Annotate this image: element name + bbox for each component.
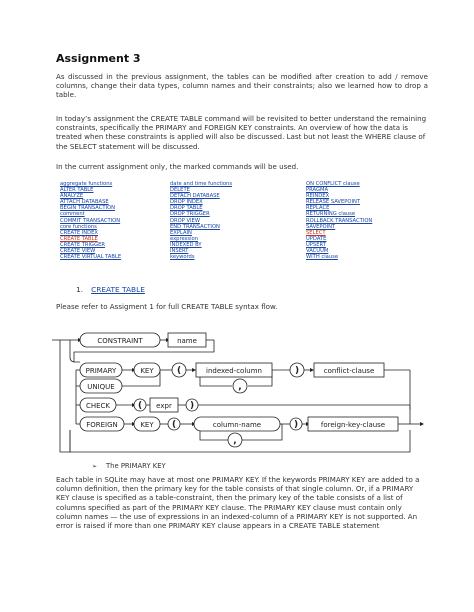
command-link[interactable]: INDEXED BY	[170, 241, 202, 248]
command-link[interactable]: ON CONFLICT clause	[306, 181, 360, 187]
foreign-close-paren-label: )	[293, 420, 299, 430]
command-link[interactable]: aggregate functions	[60, 181, 113, 187]
command-link[interactable]: CREATE TABLE	[60, 235, 98, 242]
intro-paragraph: As discussed in the previous assignment, the tables can be modified after creation to add / remove columns, change their data types, column names and their constraints; also we learned how to drop a table.	[56, 72, 428, 100]
command-link[interactable]: REINDEX	[306, 193, 330, 200]
command-link[interactable]: ROLLBACK TRANSACTION	[306, 217, 373, 224]
column-name-label: column-name	[212, 421, 262, 429]
name-label: name	[177, 337, 197, 345]
command-link[interactable]: comment	[60, 211, 85, 218]
command-link[interactable]: BEGIN TRANSACTION	[60, 205, 116, 212]
command-link[interactable]: SAVEPOINT	[306, 223, 336, 230]
command-link[interactable]: core functions	[60, 223, 97, 230]
marked-commands-note: In the current assignment only, the marked commands will be used.	[56, 162, 299, 171]
expr-label: expr	[156, 402, 172, 410]
diagram-nodes	[80, 333, 398, 447]
comma-label: ,	[238, 382, 242, 392]
command-link[interactable]: keywords	[170, 254, 195, 261]
create-table-link[interactable]: CREATE TABLE	[91, 285, 145, 294]
command-link[interactable]: DROP INDEX	[170, 199, 203, 206]
command-link[interactable]: SELECT	[306, 229, 326, 236]
command-link[interactable]: VACUUM	[306, 248, 329, 255]
foreign-key-clause-label: foreign-key-clause	[320, 421, 386, 429]
command-link[interactable]: CREATE VIRTUAL TABLE	[60, 254, 122, 261]
key-keyword-label: KEY	[140, 367, 154, 375]
command-link[interactable]: RELEASE SAVEPOINT	[306, 199, 361, 206]
primary-key-paragraph: Each table in SQLite may have at most one PRIMARY KEY. If the keywords PRIMARY KEY are added to a column definition, then the primary key for the table consists of that single column. Or, if a PRIMARY KEY clause is specified as a table-constraint, then the primary key of the table consists of a list of columns specified as part of the PRIMARY KEY clause. The PRIMARY KEY clause must contain only column names — the use of expressions in an indexed-column of a PRIMARY KEY is not supported. An error is raised if more than one PRIMARY KEY clause appears in a CREATE TABLE statement	[56, 475, 420, 531]
unique-keyword-label: UNIQUE	[87, 383, 115, 391]
check-open-paren-label: (	[137, 401, 143, 411]
primary-keyword-label: PRIMARY	[85, 367, 117, 375]
section-heading-label: The PRIMARY KEY	[106, 462, 166, 470]
conflict-clause-label: conflict-clause	[323, 367, 375, 375]
close-paren-label: )	[294, 366, 300, 376]
command-link[interactable]: UPDATE	[306, 235, 327, 242]
command-link[interactable]: CREATE INDEX	[60, 229, 98, 236]
command-link[interactable]: date and time functions	[170, 181, 233, 187]
command-link[interactable]: DROP VIEW	[170, 217, 200, 224]
indexed-column-label: indexed-column	[206, 367, 262, 375]
command-link[interactable]: WITH clause	[306, 254, 339, 261]
open-paren-label: (	[176, 366, 182, 376]
command-link[interactable]: END TRANSACTION	[170, 223, 220, 230]
command-link[interactable]: DROP TRIGGER	[170, 211, 210, 218]
constraint-keyword-label: CONSTRAINT	[97, 337, 143, 345]
command-link[interactable]: CREATE TRIGGER	[60, 241, 105, 248]
command-link[interactable]: REPLACE	[306, 205, 330, 212]
command-link[interactable]: ALTER TABLE	[60, 187, 94, 194]
command-link[interactable]: DELETE	[170, 187, 190, 194]
foreign-key-keyword-label: KEY	[140, 421, 154, 429]
page-title: Assignment 3	[56, 52, 141, 65]
command-link[interactable]: ATTACH DATABASE	[60, 199, 109, 206]
check-close-paren-label: )	[189, 401, 195, 411]
command-link[interactable]: ANALYZE	[60, 193, 84, 200]
command-link[interactable]: RETURNING clause	[306, 211, 356, 218]
command-link[interactable]: COMMIT TRANSACTION	[60, 217, 121, 224]
arrow-bullet-icon: ➢	[92, 463, 98, 470]
section-number: 1.	[76, 285, 84, 294]
foreign-open-paren-label: (	[171, 420, 177, 430]
section-heading-primary-key	[92, 462, 166, 470]
command-link[interactable]: CREATE VIEW	[60, 248, 96, 255]
diagram-arrowheads	[78, 338, 424, 426]
command-link[interactable]: PRAGMA	[306, 187, 329, 194]
command-link[interactable]: INSERT	[170, 248, 189, 255]
command-link[interactable]: UPSERT	[306, 241, 326, 248]
command-link[interactable]: DROP TABLE	[170, 205, 203, 212]
overview-paragraph: In today’s assignment the CREATE TABLE command will be revisited to better understand the remaining constraints, specifically the PRIMARY and FOREIGN KEY constraints. An overview of how the data is treated when these constraints is applied will also be discussed. Last but not least the WHERE clause of the SELECT statement will be discussed.	[56, 114, 427, 151]
command-link[interactable]: DETACH DATABASE	[170, 193, 220, 200]
command-link[interactable]: EXPLAIN	[170, 229, 192, 236]
check-keyword-label: CHECK	[85, 402, 111, 410]
foreign-comma-label: ,	[233, 436, 237, 446]
syntax-reference-paragraph: Please refer to Assigment 1 for full CREATE TABLE syntax flow.	[56, 302, 278, 311]
foreign-keyword-label: FOREIGN	[86, 421, 118, 429]
command-link[interactable]: expression	[170, 235, 198, 242]
